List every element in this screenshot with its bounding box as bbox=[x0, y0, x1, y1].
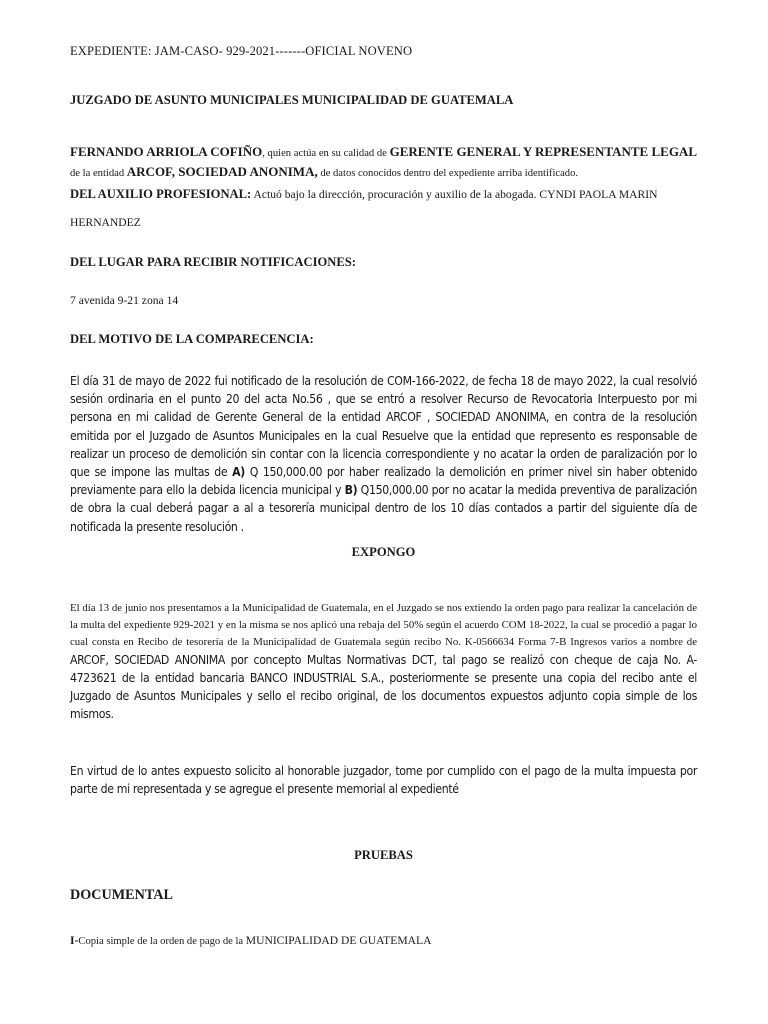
expongo-paragraph: El día 13 de junio nos presentamos a la Municipalidad de Guatemala, en el Juzgado se nos extiendo la orden pago para realizar la cancelación de la multa del expediente 929-2021 y en la misma se nos aplicó una rebaja del 50% según el acuerdo COM 18-2022, la cual se procedió a pagar lo cual consta en Recibo de tesorería de la Municipalidad de Guatemala según recibo No. K-0566634 Forma 7-B Ingresos varios a nombre de ARCOF, SOCIEDAD ANONIMA por concepto Multas Normativas DCT, tal pago se realizó con cheque de caja No. A-4723621 de la entidad bancaria BANCO INDUSTRIAL S.A., posteriormente se presente una copia del recibo ante el Juzgado de Asuntos Municipales y sello el recibo original, de los documentos expuestos adjunto copia simple de los mismos. bbox=[70, 602, 697, 721]
party-name: FERNANDO ARRIOLA COFIÑO bbox=[70, 144, 263, 159]
prueba-item-1: I-Copia simple de la orden de pago de la MUNICIPALIDAD DE GUATEMALA bbox=[70, 934, 432, 947]
auxilio-paragraph: DEL AUXILIO PROFESIONAL: Actuó bajo la dirección, procuración y auxilio de la abogada. CYNDI PAOLA MARIN bbox=[70, 187, 658, 201]
parties-paragraph: FERNANDO ARRIOLA COFIÑO, quien actúa en su calidad de GERENTE GENERAL Y REPRESENTANTE LEGAL de la entidad ARCOF, SOCIEDAD ANONIMA, de datos conocidos dentro del expediente arriba identificado. bbox=[70, 144, 697, 179]
request-paragraph: En virtud de lo antes expuesto solicito al honorable juzgador, tome por cumplido con el pago de la multa impuesta por parte de mi representada y se agregue el presente memorial al expedienté bbox=[70, 764, 697, 796]
expediente-line: EXPEDIENTE: JAM-CASO- 929-2021-------OFICIAL NOVENO bbox=[70, 44, 413, 58]
motivo-heading: DEL MOTIVO DE LA COMPARECENCIA: bbox=[70, 332, 314, 346]
motivo-paragraph: El día 31 de mayo de 2022 fui notificado de la resolución de COM-166-2022, de fecha 18 de mayo 2022, la cual resolvió sesión ordinaria en el punto 20 del acta No.56 , que se entró a resolver Recurso de Revocatoria Interpuesto por mi persona en mi calidad de Gerente General de la entidad ARCOF , SOCIEDAD ANONIMA, en contra de la resolución emitida por el Juzgado de Asuntos Municipales en la cual Resuelve que la entidad que represento es responsable de realizar un proceso de demolición sin contar con la licencia correspondiente y no acatar la orden de paralización por lo que se impone las multas de A) Q 150,000.00 por haber realizado la demolición en primer nivel sin haber obtenido previamente para ello la debida licencia municipal y B) Q150,000.00 por no acatar la medida preventiva de paralización de obra la cual deberá pagar a al a tesorería municipal dentro de los 10 días contados a partir del siguiente día de notificada la presente resolución . bbox=[70, 374, 697, 534]
item-a-label: A) bbox=[232, 465, 245, 480]
notificaciones-heading: DEL LUGAR PARA RECIBIR NOTIFICACIONES: bbox=[70, 255, 356, 269]
documental-heading: DOCUMENTAL bbox=[70, 887, 173, 903]
party-role: GERENTE GENERAL Y REPRESENTANTE LEGAL bbox=[389, 144, 697, 159]
notificaciones-address: 7 avenida 9-21 zona 14 bbox=[70, 294, 179, 307]
court-title: JUZGADO DE ASUNTO MUNICIPALES MUNICIPALIDAD DE GUATEMALA bbox=[70, 93, 514, 107]
item-b-label: B) bbox=[344, 483, 358, 498]
expongo-heading: EXPONGO bbox=[351, 545, 416, 559]
pruebas-heading: PRUEBAS bbox=[354, 848, 413, 862]
party-entity: ARCOF, SOCIEDAD ANONIMA, bbox=[126, 164, 318, 179]
auxilio-continuation: HERNANDEZ bbox=[70, 216, 141, 229]
